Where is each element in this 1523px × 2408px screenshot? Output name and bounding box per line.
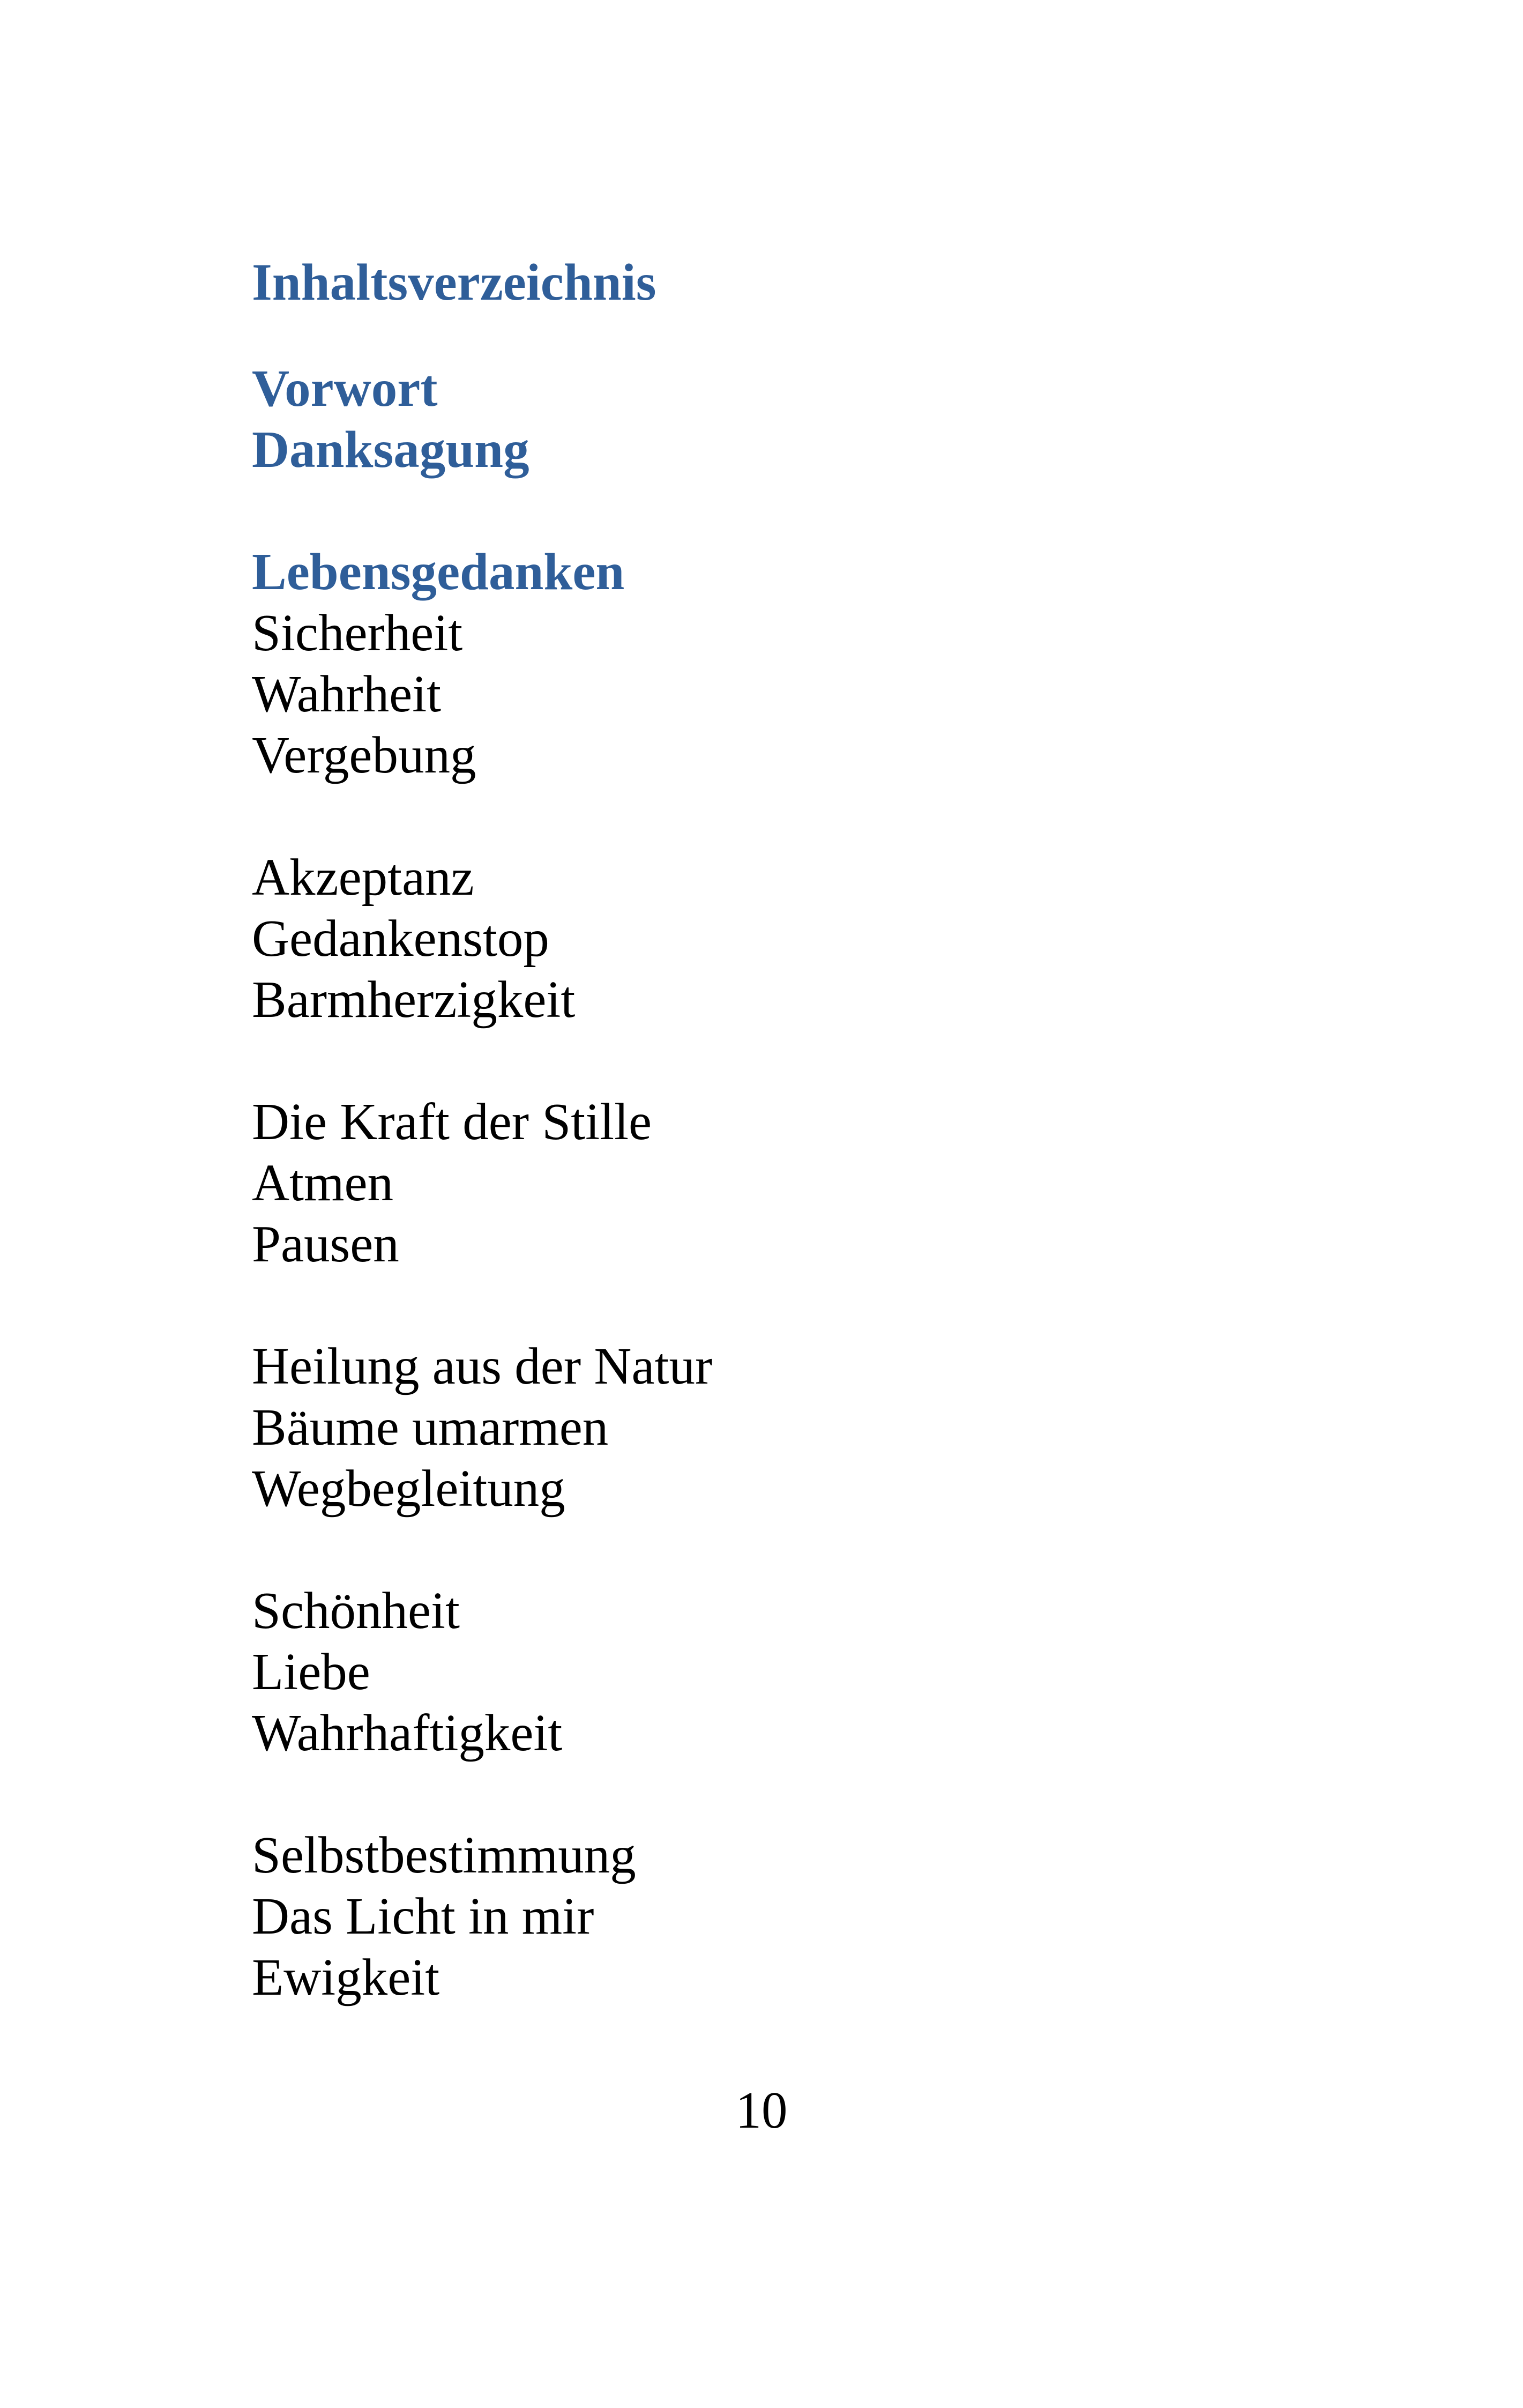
toc-entry: Bäume umarmen [252,1399,609,1456]
toc-entry: Schönheit [252,1582,460,1639]
toc-entry: Wegbegleitung [252,1460,565,1517]
toc-entry: Atmen [252,1154,394,1212]
page-number: 10 [735,2082,788,2139]
toc-entry: Das Licht in mir [252,1887,594,1945]
toc-entry: Wahrheit [252,665,442,723]
toc-entry: Die Kraft der Stille [252,1093,652,1150]
toc-title: Inhaltsverzeichnis [252,254,656,311]
toc-entry-vorwort: Vorwort [252,360,438,417]
toc-entry: Akzeptanz [252,849,474,906]
toc-entry: Sicherheit [252,604,463,662]
toc-entry: Vergebung [252,726,476,784]
toc-entry: Wahrhaftigkeit [252,1704,563,1762]
table-of-contents [252,252,1324,2008]
toc-entry: Ewigkeit [252,1949,440,2006]
toc-entry: Liebe [252,1643,370,1700]
toc-entry: Pausen [252,1215,399,1273]
toc-entry: Gedankenstop [252,910,549,967]
toc-entry: Selbstbestimmung [252,1826,636,1884]
toc-entry-danksagung: Danksagung [252,421,529,478]
section-heading: Lebensgedanken [252,543,625,600]
toc-entry: Barmherzigkeit [252,971,576,1028]
toc-entry: Heilung aus der Natur [252,1337,713,1395]
